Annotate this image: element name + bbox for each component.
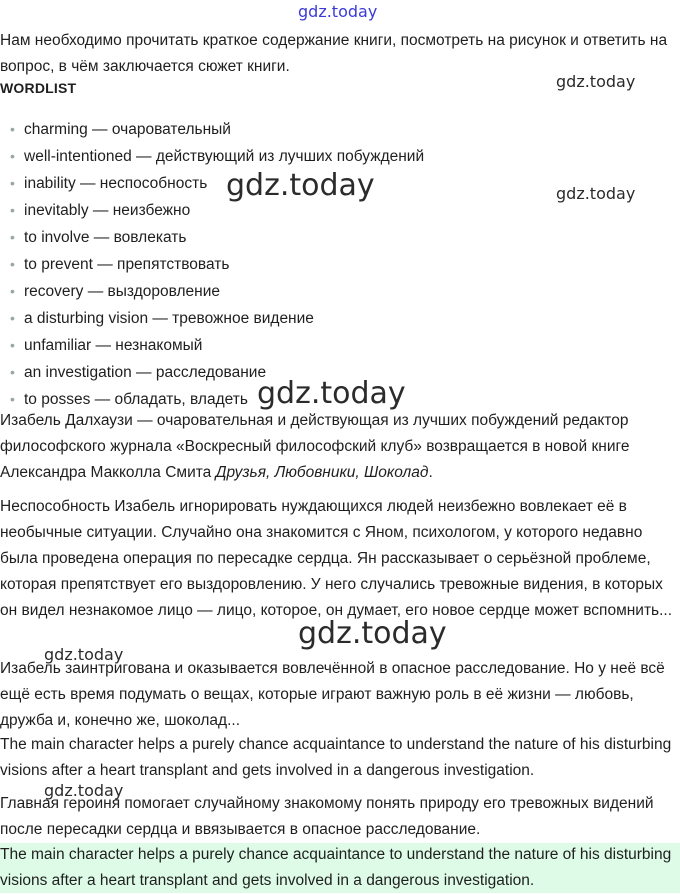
watermark-large-2: gdz.today — [257, 376, 406, 411]
wordlist-item-text: to prevent — препятствовать — [24, 256, 230, 273]
wordlist-item — [0, 305, 424, 332]
wordlist-item-text: to involve — вовлекать — [24, 229, 187, 246]
answer-russian: Главная героиня помогает случайному знакомому понять природу его тревожных видений после пересадки сердца и ввязывается в опасное расследование. — [0, 795, 654, 838]
watermark-side-2: gdz.today — [556, 184, 636, 203]
wordlist-item-text: inevitably — неизбежно — [24, 202, 191, 219]
wordlist-item — [0, 278, 424, 305]
paragraph-1-text: Изабель Далхаузи — очаровательная и действующая из лучших побуждений редактор философского журнала «Воскресный философский клуб» возвращается в новой книге Александра Макколла Смита — [0, 412, 630, 481]
wordlist-item — [0, 332, 424, 359]
bullet-icon: • — [10, 391, 15, 407]
summary-paragraph-3: Изабель заинтригована и оказывается вовлечённой в опасное расследование. Но у неё всё ещё есть время подумать о вещах, которые играют важную роль в её жизни — любовь, дружба и, конечно же, шоколад... — [0, 660, 665, 729]
bullet-icon: • — [10, 364, 15, 380]
watermark-top: gdz.today — [298, 2, 378, 21]
summary-paragraph-2: Неспособность Изабель игнорировать нуждающихся людей неизбежно вовлекает её в необычные ситуации. Случайно она знакомится с Яном, психологом, у которого недавно была проведена операция по пересадке сердца. Ян рассказывает о серьёзной проблеме, которая препятствует его выздоровлению. У него случались тревожные видения, в которых он видел незнакомое лицо — лицо, которое, он думает, его новое сердце может вспомнить... — [0, 498, 673, 619]
wordlist-item-text: to posses — обладать, владеть — [24, 391, 248, 408]
bullet-icon: • — [10, 283, 15, 299]
wordlist-item-text: well-intentioned — действующий из лучших побуждений — [24, 148, 425, 165]
bullet-icon: • — [10, 256, 15, 272]
wordlist-item — [0, 143, 424, 170]
wordlist-item-text: a disturbing vision — тревожное видение — [24, 310, 314, 327]
answer-highlighted: The main character helps a purely chance acquaintance to understand the nature of his disturbing visions after a heart transplant and gets involved in a dangerous investigation. — [0, 846, 672, 889]
watermark-small-4: gdz.today — [44, 781, 124, 800]
bullet-icon: • — [10, 310, 15, 326]
wordlist-item-text: recovery — выздоровление — [24, 283, 220, 300]
watermark-side-1: gdz.today — [556, 72, 636, 91]
watermark-large-1: gdz.today — [226, 168, 375, 203]
answer-english: The main character helps a purely chance acquaintance to understand the nature of his disturbing visions after a heart transplant and gets involved in a dangerous investigation. — [0, 736, 672, 779]
wordlist-item-text: inability — неспособность — [24, 175, 208, 192]
wordlist — [0, 116, 424, 413]
bullet-icon: • — [10, 337, 15, 353]
task-intro: Нам необходимо прочитать краткое содержание книги, посмотреть на рисунок и ответить на вопрос, в чём заключается сюжет книги. — [0, 32, 668, 75]
wordlist-item — [0, 116, 424, 143]
bullet-icon: • — [10, 175, 15, 191]
watermark-large-3: gdz.today — [298, 616, 447, 651]
watermark-small-3: gdz.today — [44, 645, 124, 664]
summary-paragraph-1 — [0, 408, 676, 486]
wordlist-item — [0, 224, 424, 251]
bullet-icon: • — [10, 121, 15, 137]
book-title: Друзья, Любовники, Шоколад — [215, 464, 429, 481]
wordlist-item-text: charming — очаровательный — [24, 121, 231, 138]
bullet-icon: • — [10, 148, 15, 164]
bullet-icon: • — [10, 229, 15, 245]
bullet-icon: • — [10, 202, 15, 218]
wordlist-item-text: unfamiliar — незнакомый — [24, 337, 203, 354]
paragraph-1-end: . — [428, 464, 433, 481]
wordlist-item — [0, 251, 424, 278]
wordlist-item-text: an investigation — расследование — [24, 364, 267, 381]
wordlist-heading: WORDLIST — [0, 80, 77, 96]
